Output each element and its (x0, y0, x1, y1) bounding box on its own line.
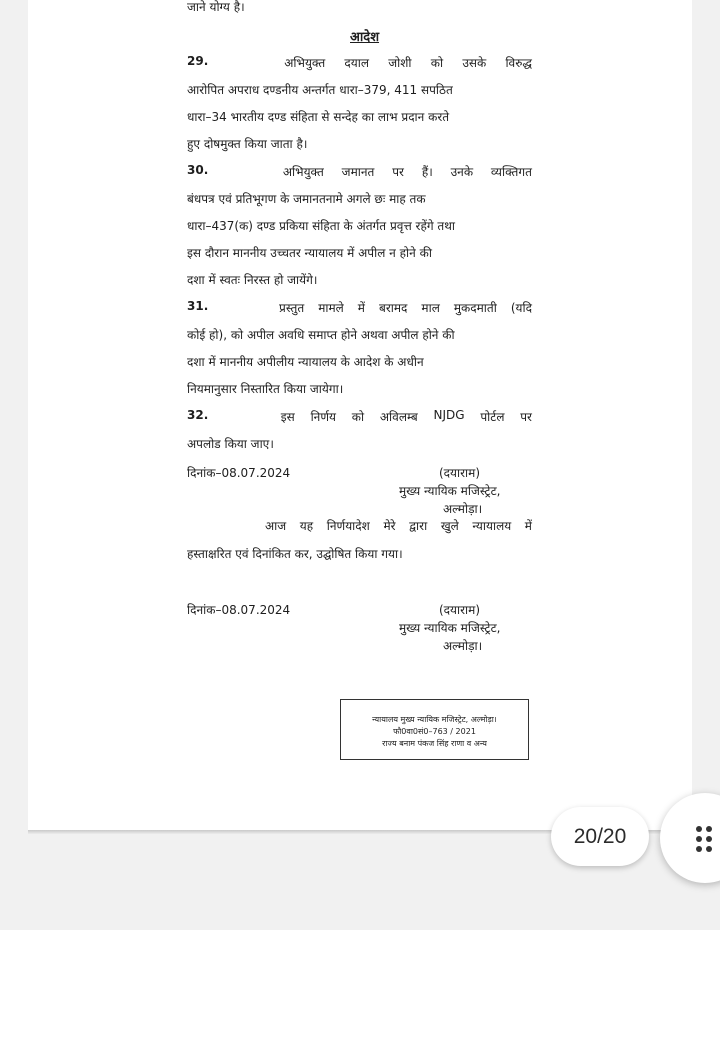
paragraph-line: दशा में माननीय अपीलीय न्यायालय के आदेश के अधीन (187, 355, 424, 369)
paragraph-line: दशा में स्वतः निरस्त हो जायेंगे। (187, 273, 318, 287)
paragraph-number: 31. (187, 299, 209, 313)
paragraph-30-first-line: 30. अभियुक्त जमानत पर हैं। उनके व्यक्तिगत (187, 163, 532, 179)
grid-dots-icon (696, 826, 718, 852)
page-indicator[interactable]: 20/20 (551, 807, 649, 866)
signatory-place: अल्मोड़ा। (443, 502, 483, 516)
paragraph-32-first-line: 32. इस निर्णय को अविलम्ब NJDG पोर्टल पर (187, 408, 532, 424)
signatory-title: मुख्य न्यायिक मजिस्ट्रेट, (399, 621, 501, 635)
date-label: दिनांक–08.07.2024 (187, 603, 291, 617)
signatory-title: मुख्य न्यायिक मजिस्ट्रेट, (399, 484, 501, 498)
paragraph-number: 30. (187, 163, 209, 177)
paragraph-line: अपलोड किया जाए। (187, 437, 274, 451)
paragraph-number: 29. (187, 54, 209, 68)
paragraph-line: आरोपित अपराध दण्डनीय अन्तर्गत धारा–379, 411 सपठित (187, 83, 453, 97)
stamp-line: फौ0वा0सं0–763 / 2021 (393, 727, 476, 736)
closing-first-line: आज यह निर्णयादेश मेरे द्वारा खुले न्यायालय में (265, 519, 532, 533)
paragraph-line: कोई हो), को अपील अवधि समाप्त होने अथवा अपील होने की (187, 328, 455, 342)
signatory-place: अल्मोड़ा। (443, 639, 483, 653)
paragraph-line: हुए दोषमुक्त किया जाता है। (187, 137, 308, 151)
closing-second-line: हस्ताक्षरित एवं दिनांकित कर, उद्घोषित किया गया। (187, 547, 403, 561)
signatory-name: (दयाराम) (439, 603, 480, 617)
top-line: जाने योग्य है। (187, 0, 245, 14)
paragraph-line: नियमानुसार निस्तारित किया जायेगा। (187, 382, 344, 396)
paragraph-31-first-line: 31. प्रस्तुत मामले में बरामद माल मुकदमाती (यदि (187, 299, 532, 315)
paragraph-line: इस दौरान माननीय उच्चतर न्यायालय में अपील न होने की (187, 246, 432, 260)
paragraph-29-first-line: 29. अभियुक्त दयाल जोशी को उसके विरुद्ध (187, 54, 532, 70)
date-label: दिनांक–08.07.2024 (187, 466, 291, 480)
paragraph-number: 32. (187, 408, 209, 422)
stamp-line: न्यायालय मुख्य न्यायिक मजिस्ट्रेट, अल्मोड़ा। (372, 715, 497, 724)
signatory-name: (दयाराम) (439, 466, 480, 480)
paragraph-line: धारा–34 भारतीय दण्ड संहिता से सन्देह का लाभ प्रदान करते (187, 110, 450, 124)
court-stamp-box (340, 699, 529, 760)
paragraph-line: धारा–437(क) दण्ड प्रकिया संहिता के अंतर्गत प्रवृत्त रहेंगे तथा (187, 219, 456, 233)
stamp-line: राज्य बनाम पंकज सिंह राणा व अन्य (382, 739, 487, 748)
order-heading: आदेश (350, 30, 380, 45)
paragraph-line: बंधपत्र एवं प्रतिभूगण के जमानतनामे अगले छः माह तक (187, 192, 426, 206)
